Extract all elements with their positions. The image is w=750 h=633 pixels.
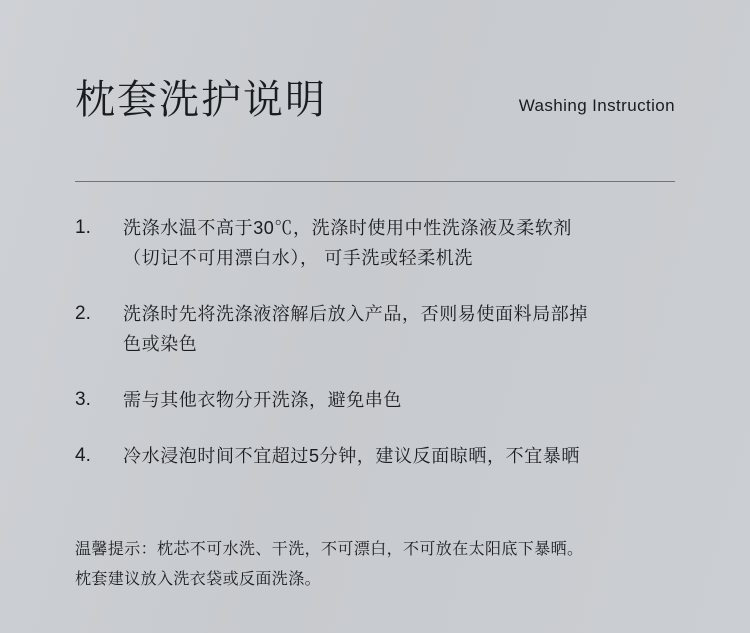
list-item-line: 洗涤时先将洗涤液溶解后放入产品，否则易使面料局部掉	[123, 304, 588, 324]
list-item	[75, 385, 688, 415]
list-item-number: 1.	[75, 217, 91, 238]
list-item-text	[123, 441, 580, 471]
list-item-number: 3.	[75, 389, 91, 410]
list-item	[75, 441, 688, 471]
list-item-number: 2.	[75, 303, 91, 324]
note-line: 枕套建议放入洗衣袋或反面洗涤。	[75, 571, 322, 588]
page-title-en: Washing Instruction	[518, 96, 675, 115]
warm-tip-note	[75, 535, 688, 595]
list-item-line: 冷水浸泡时间不宜超过5分钟，建议反面晾晒，不宜暴晒	[123, 446, 581, 466]
list-item-text	[123, 385, 402, 415]
instruction-list	[75, 213, 688, 497]
note-line: 温馨提示：枕芯不可水洗、干洗，不可漂白，不可放在太阳底下暴晒。	[75, 541, 584, 558]
list-item-text	[123, 213, 572, 273]
list-item	[75, 299, 688, 359]
list-item-line: 洗涤水温不高于30℃，洗涤时使用中性洗涤液及柔软剂	[123, 218, 573, 238]
list-item-text	[123, 299, 588, 359]
list-item	[75, 213, 688, 273]
page-title-cn: 枕套洗护说明	[75, 78, 327, 122]
header-divider	[75, 181, 675, 182]
list-item-number: 4.	[75, 445, 91, 466]
list-item-line: （切记不可用漂白水）， 可手洗或轻柔机洗	[123, 248, 473, 268]
list-item-line: 色或染色	[123, 334, 198, 354]
card-header	[75, 78, 675, 122]
list-item-line: 需与其他衣物分开洗涤，避免串色	[123, 390, 402, 410]
